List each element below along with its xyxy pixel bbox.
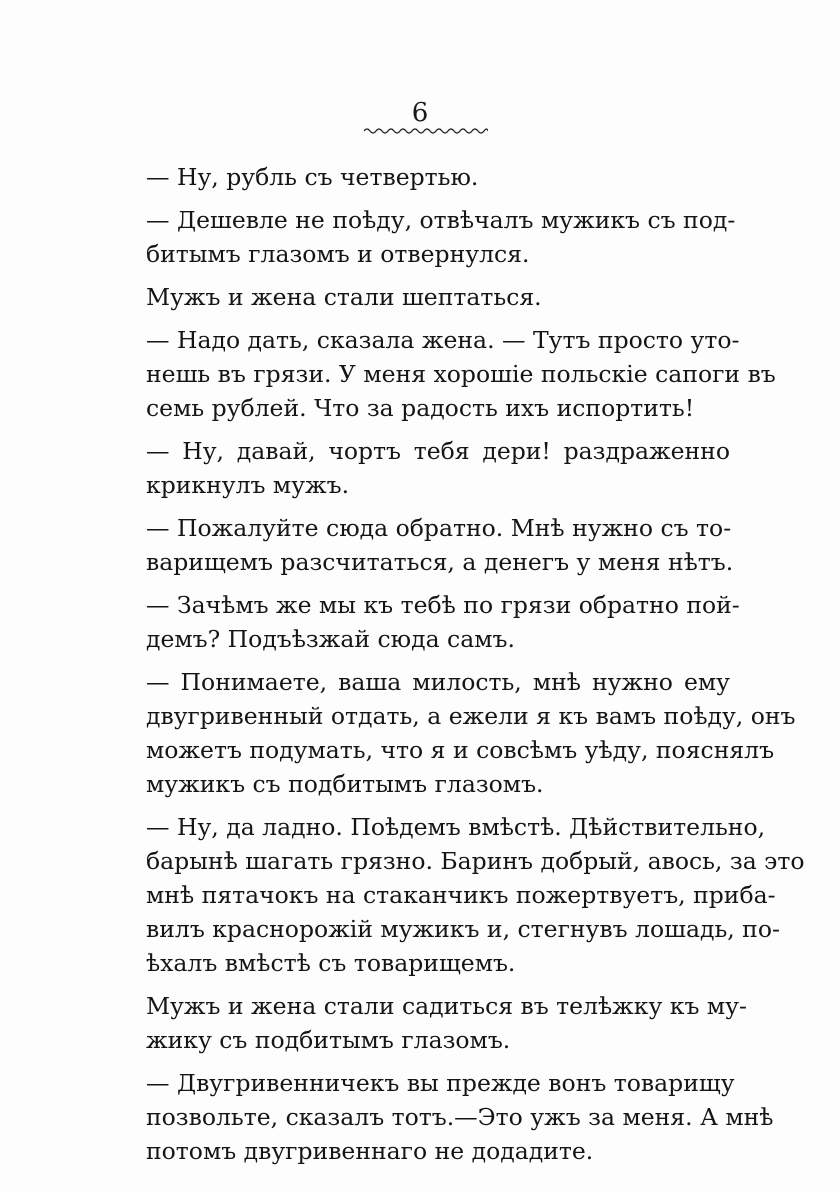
- paragraph: [146, 665, 796, 801]
- text-line: мнѣ пятачокъ на стаканчикъ пожертвуетъ, приба-: [146, 881, 776, 909]
- text-line: — Ну, рубль съ четвертью.: [146, 163, 479, 191]
- text-line: — Ну, давай, чортъ тебя дери! раздраженно: [146, 437, 730, 465]
- text-line: семь рублей. Что за радость ихъ испортить!: [146, 394, 695, 422]
- text-line: Мужъ и жена стали садиться въ телѣжку къ му-: [146, 992, 747, 1020]
- paragraph: [146, 810, 805, 980]
- text-line: мужикъ съ подбитымъ глазомъ.: [146, 770, 544, 798]
- text-line: Мужъ и жена стали шептаться.: [146, 283, 542, 311]
- text-line: можетъ подумать, что я и совсѣмъ уѣду, пояснялъ: [146, 736, 775, 764]
- text-line: — Пожалуйте сюда обратно. Мнѣ нужно съ то-: [146, 514, 732, 542]
- text-line: битымъ глазомъ и отвернулся.: [146, 240, 530, 268]
- paragraph: [146, 1066, 774, 1168]
- text-line: — Ну, да ладно. Поѣдемъ вмѣстѣ. Дѣйствительно,: [146, 813, 766, 841]
- paragraph: [146, 280, 730, 314]
- text-line: — Понимаете, ваша милость, мнѣ нужно ему: [146, 668, 730, 696]
- text-line: двугривенный отдать, а ежели я къ вамъ поѣду, онъ: [146, 702, 796, 730]
- paragraph: [146, 588, 740, 656]
- text-line: — Дешевле не поѣду, отвѣчалъ мужикъ съ под-: [146, 206, 736, 234]
- wavy-ornament-divider: [364, 126, 488, 136]
- page-number: 6: [411, 98, 429, 128]
- text-line: позвольте, сказалъ тотъ.—Это ужъ за меня. А мнѣ: [146, 1103, 774, 1131]
- text-line: нешь въ грязи. У меня хорошіе польскіе сапоги въ: [146, 360, 776, 388]
- body-text: [146, 160, 805, 1177]
- text-line: жику съ подбитымъ глазомъ.: [146, 1026, 511, 1054]
- paragraph: [146, 203, 736, 271]
- paragraph: [146, 511, 734, 579]
- text-line: демъ? Подъѣзжай сюда самъ.: [146, 625, 515, 653]
- paragraph: [146, 434, 730, 502]
- text-line: потомъ двугривеннаго не додадите.: [146, 1137, 594, 1165]
- text-line: — Надо дать, сказала жена. — Тутъ просто уто-: [146, 326, 740, 354]
- text-line: — Двугривенничекъ вы прежде вонъ товарищу: [146, 1069, 735, 1097]
- text-line: вилъ краснорожій мужикъ и, стегнувъ лошадь, по-: [146, 915, 780, 943]
- text-line: — Зачѣмъ же мы къ тебѣ по грязи обратно пой-: [146, 591, 740, 619]
- paragraph: [146, 989, 747, 1057]
- paragraph: [146, 160, 730, 194]
- text-line: крикнулъ мужъ.: [146, 471, 350, 499]
- text-line: ѣхалъ вмѣстѣ съ товарищемъ.: [146, 949, 516, 977]
- text-line: барынѣ шагать грязно. Баринъ добрый, авось, за это: [146, 847, 805, 875]
- paragraph: [146, 323, 776, 425]
- text-line: варищемъ разсчитаться, а денегъ у меня нѣтъ.: [146, 548, 734, 576]
